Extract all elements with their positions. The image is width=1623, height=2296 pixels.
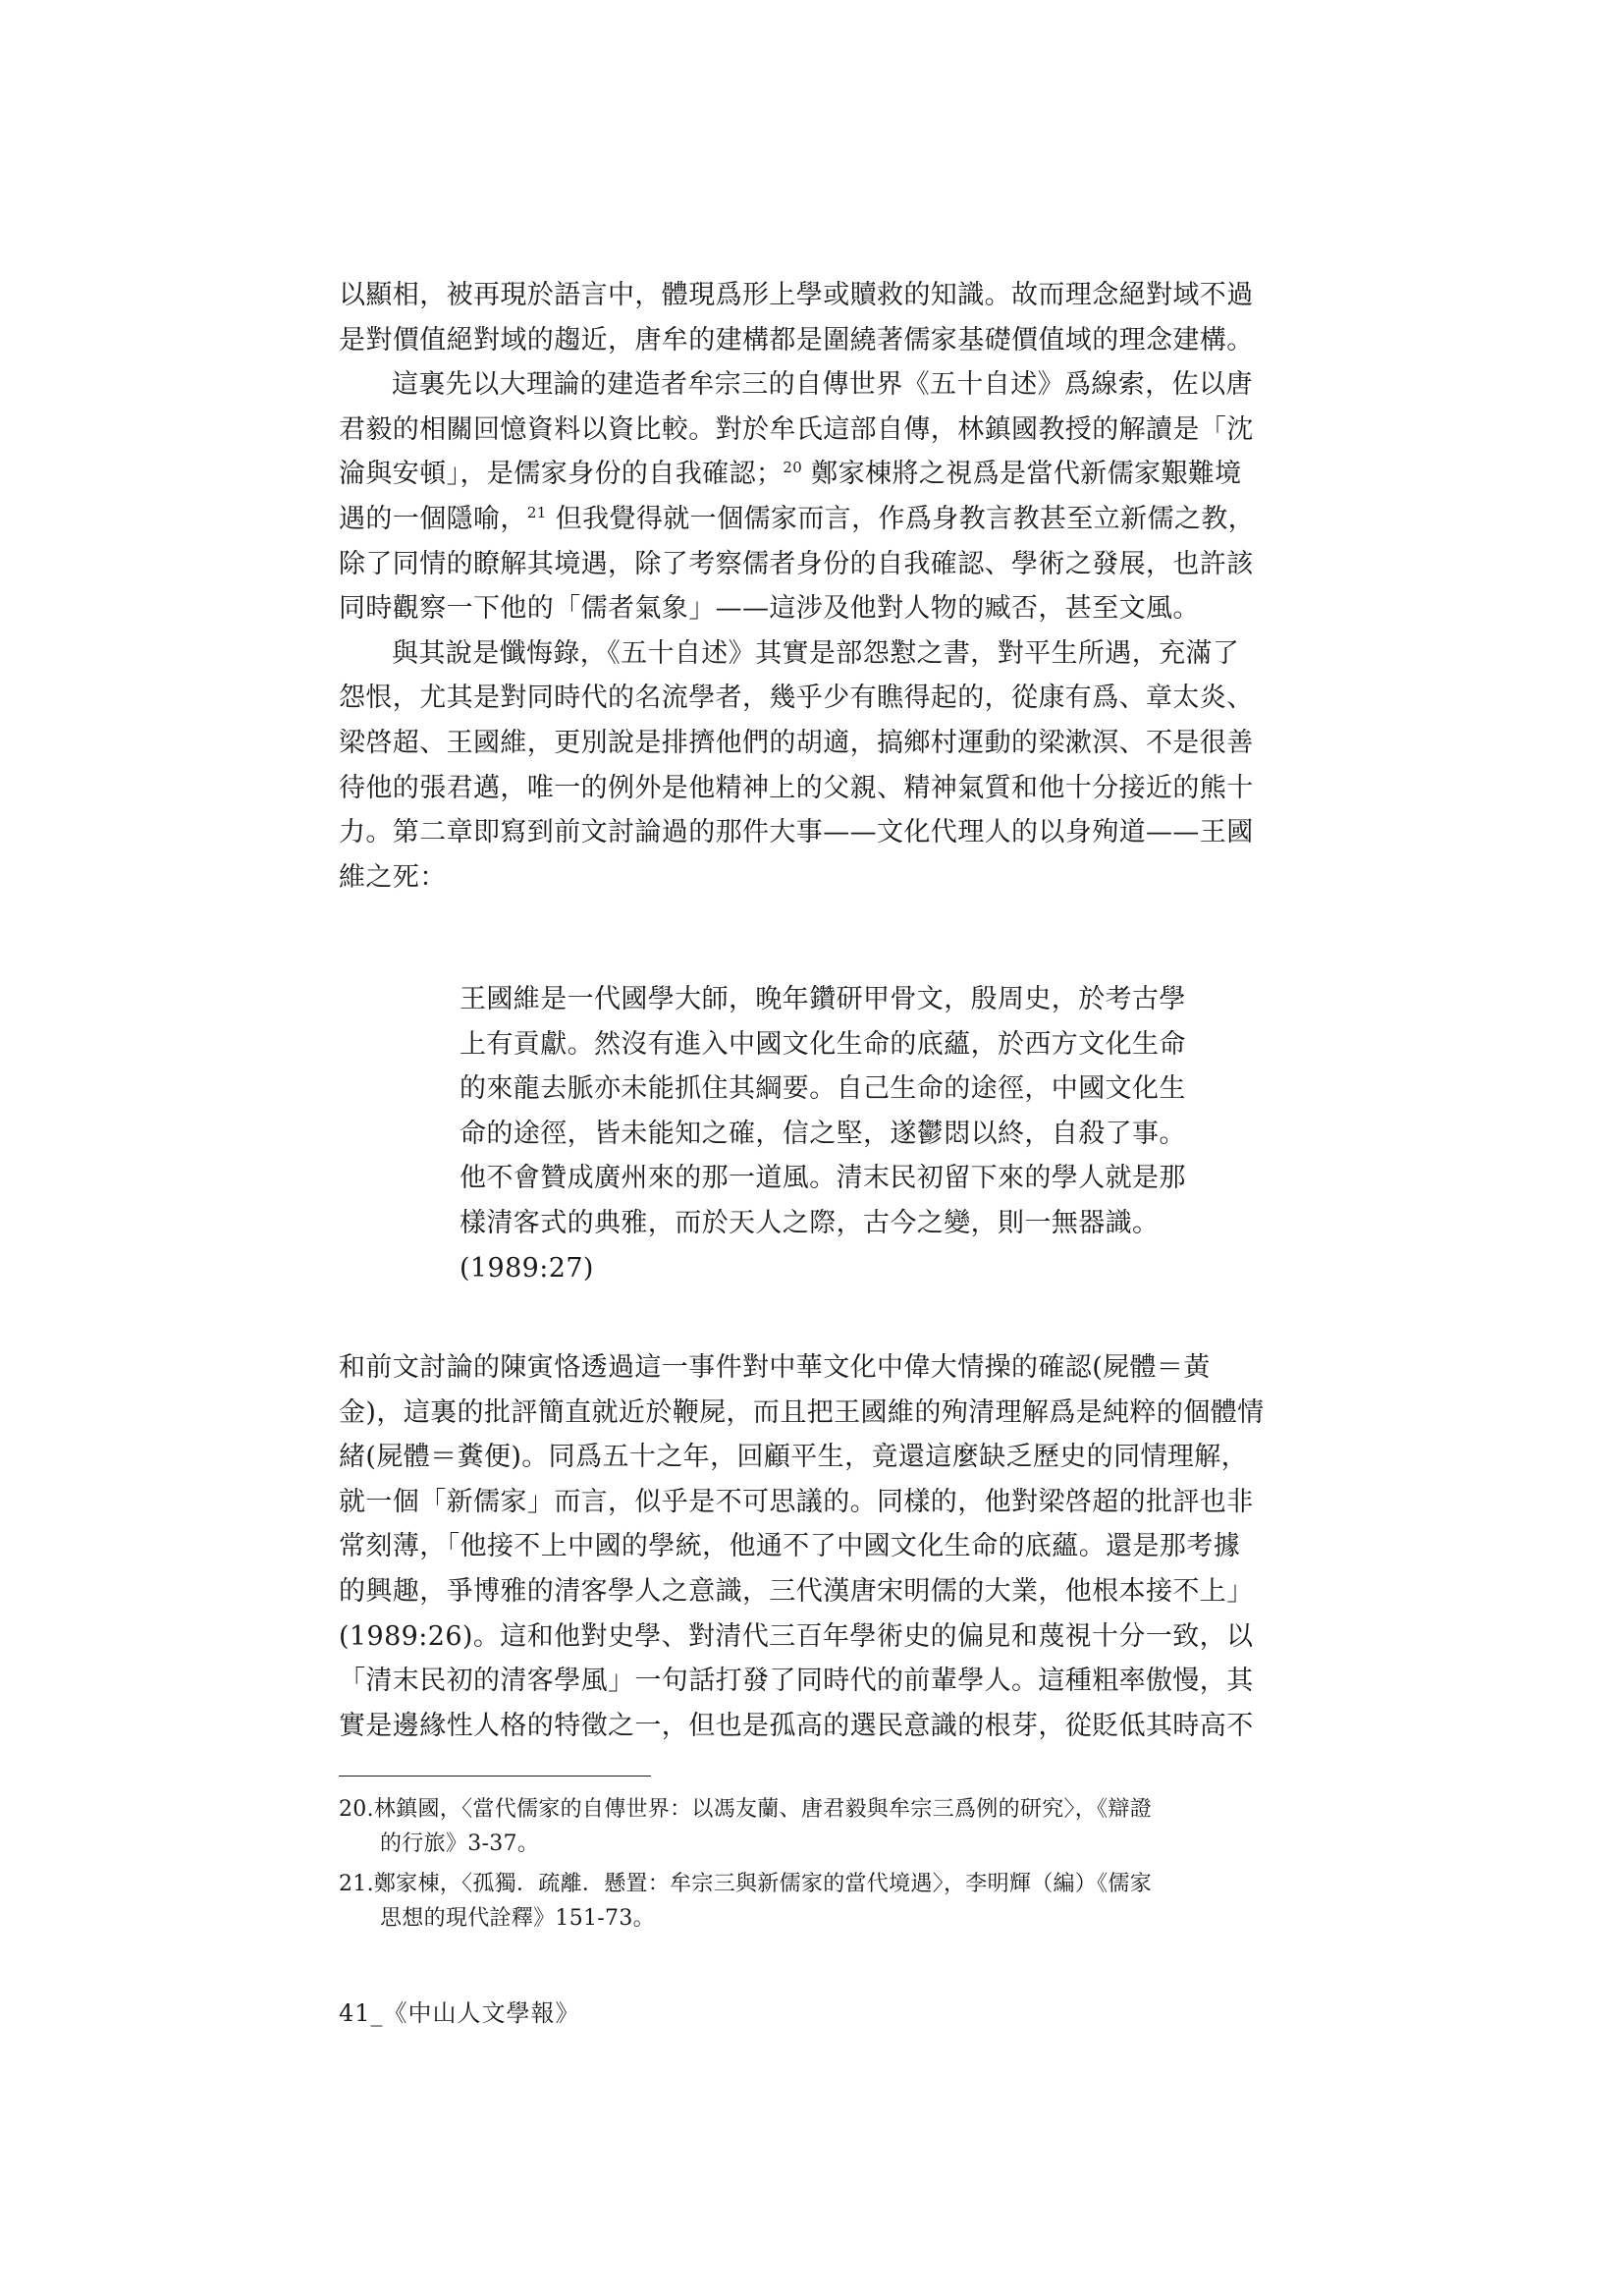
- footnote-ref-21[interactable]: 21: [526, 503, 547, 521]
- quote-line: 的來龍去脈亦未能抓住其綱要。自己生命的途徑，中國文化生: [460, 1073, 1186, 1105]
- footnote-line: 思想的現代詮釋》151-73。: [380, 1906, 655, 1931]
- quote-line: 他不會贊成廣州來的那一道風。清末民初留下來的學人就是那: [460, 1163, 1186, 1194]
- text-line: [339, 452, 1301, 497]
- quote-line: 樣清客式的典雅，而於天人之際，古今之變，則一無器識。: [460, 1207, 1160, 1238]
- text-line: 除了同情的瞭解其境遇，除了考察儒者身份的自我確認、學術之發展，也許該: [339, 548, 1254, 579]
- text-segment: 淪與安頓」，是儒家身份的自我確認；: [339, 459, 784, 490]
- text-line: 維之死：: [339, 861, 447, 893]
- text-line: [339, 497, 1301, 542]
- body-text: [339, 273, 1301, 900]
- text-line: 這裏先以大理論的建造者牟宗三的自傳世界《五十自述》爲線索，佐以唐: [392, 369, 1253, 401]
- quote-citation: (1989:27): [460, 1252, 594, 1284]
- paragraph-1: [339, 273, 1301, 362]
- paragraph-4: [339, 1345, 1301, 1748]
- text-line: 「清末民初的清客學風」一句話打發了同時代的前輩學人。這種粗率傲慢，其: [339, 1666, 1254, 1697]
- text-segment: 遇的一個隱喻，: [339, 503, 527, 534]
- page-footer: 41_《中山人文學報》: [339, 1999, 580, 2027]
- text-line: 與其說是懺悔錄，《五十自述》其實是部怨懟之書，對平生所遇，充滿了: [392, 637, 1240, 669]
- text-line: 就一個「新儒家」而言，似乎是不可思議的。同樣的，他對梁啓超的批評也非: [339, 1486, 1254, 1517]
- block-quote: [460, 977, 1216, 1290]
- text-line: 君毅的相關回憶資料以資比較。對於牟氏這部自傳，林鎮國教授的解讀是「沈: [339, 413, 1254, 445]
- text-line: 以顯相，被再現於語言中，體現爲形上學或贖救的知識。故而理念絕對域不過: [339, 280, 1254, 310]
- footnotes: [339, 1792, 1306, 1941]
- text-line: 常刻薄，「他接不上中國的學統，他通不了中國文化生命的底蘊。還是那考據: [339, 1531, 1241, 1562]
- footnote-21: [339, 1867, 1306, 1936]
- quote-line: 命的途徑，皆未能知之確，信之堅，遂鬱悶以終，自殺了事。: [460, 1118, 1186, 1149]
- footnote-ref-20[interactable]: 20: [783, 459, 803, 477]
- text-line: 的興趣，爭博雅的清客學人之意識，三代漢唐宋明儒的大業，他根本接不上」: [339, 1575, 1254, 1607]
- footnote-20: [339, 1792, 1306, 1861]
- text-line: 待他的張君邁，唯一的例外是他精神上的父親、精神氣質和他十分接近的熊十: [339, 772, 1254, 803]
- text-line: 同時觀察一下他的「儒者氣象」——這涉及他對人物的臧否，甚至文風。: [339, 593, 1200, 625]
- quote-line: 王國維是一代國學大師，晚年鑽研甲骨文，殷周史，於考古學: [460, 984, 1186, 1014]
- text-line: 實是邊緣性人格的特徵之一，但也是孤高的選民意識的根芽，從貶低其時高不: [339, 1710, 1254, 1741]
- quote-line: 上有貢獻。然沒有進入中國文化生命的底蘊，於西方文化生命: [460, 1028, 1186, 1060]
- footnote-line: 21.鄭家棟，〈孤獨．疏離．懸置：牟宗三與新儒家的當代境遇〉，李明輝（編）《儒家: [339, 1872, 1152, 1896]
- footnote-line: 的行旅》3-37。: [380, 1831, 540, 1856]
- paragraph-3: [339, 631, 1301, 901]
- text-line: 和前文討論的陳寅恪透過這一事件對中華文化中偉大情操的確認(屍體＝黃: [339, 1352, 1211, 1383]
- text-line: 力。第二章即寫到前文討論過的那件大事——文化代理人的以身殉道——王國: [339, 817, 1254, 848]
- text-line: (1989:26)。這和他對史學、對清代三百年學術史的偏見和蔑視十分一致，以: [339, 1620, 1254, 1652]
- text-line: 金)，這裏的批評簡直就近於鞭屍，而且把王國維的殉清理解爲是純粹的個體情: [339, 1396, 1265, 1428]
- paragraph-2: [339, 362, 1301, 631]
- text-line: 緒(屍體＝糞便)。同爲五十之年，回顧平生，竟還這麼缺乏歷史的同情理解，: [339, 1442, 1249, 1473]
- footnote-divider: [339, 1776, 651, 1777]
- text-line: 梁啓超、王國維，更別說是排擠他們的胡適，搞鄉村運動的梁漱溟、不是很善: [339, 727, 1254, 758]
- footnote-line: 20.林鎮國，〈當代儒家的自傳世界：以馮友蘭、唐君毅與牟宗三爲例的研究〉，《辯證: [339, 1797, 1152, 1822]
- text-segment: 鄭家棟將之視爲是當代新儒家艱難境: [802, 459, 1242, 490]
- text-segment: 但我覺得就一個儒家而言，作爲身教言教甚至立新儒之教，: [546, 503, 1256, 534]
- text-line: 怨恨，尤其是對同時代的名流學者，幾乎少有瞧得起的，從康有爲、章太炎、: [339, 683, 1254, 714]
- text-line: 是對價值絕對域的趨近，唐牟的建構都是圍繞著儒家基礎價值域的理念建構。: [339, 324, 1254, 355]
